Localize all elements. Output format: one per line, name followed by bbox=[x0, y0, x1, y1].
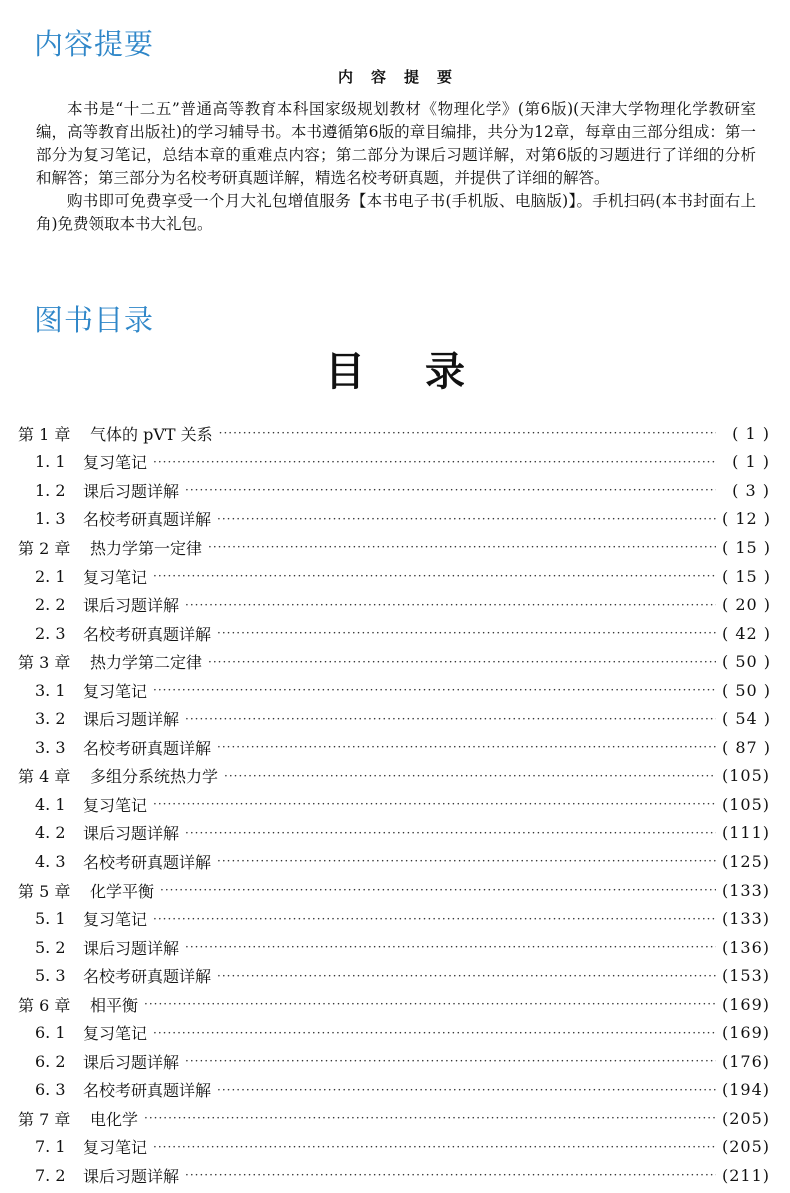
toc-entry-page: (133) bbox=[722, 880, 771, 900]
toc-entry-title: 名校考研真题详解 bbox=[83, 624, 212, 644]
toc-section-entry[interactable] bbox=[18, 1018, 770, 1047]
toc-entry-page: ( 87 ) bbox=[722, 737, 772, 757]
toc-section-entry[interactable] bbox=[18, 590, 770, 619]
toc-section-entry[interactable] bbox=[18, 1047, 770, 1076]
toc-chapter-entry[interactable] bbox=[18, 419, 770, 448]
toc-entry-page: ( 54 ) bbox=[722, 709, 772, 729]
toc-entry-number: 4. 3 bbox=[35, 851, 66, 871]
toc-dot-leader bbox=[185, 483, 716, 497]
toc-dot-leader bbox=[185, 826, 716, 840]
toc-dot-leader bbox=[153, 455, 716, 469]
toc-entry-number: 2. 2 bbox=[35, 595, 66, 615]
toc-entry-title: 复习笔记 bbox=[83, 910, 148, 930]
toc-dot-leader bbox=[153, 1140, 716, 1154]
toc-entry-number: 3. 1 bbox=[35, 680, 66, 700]
toc-entry-number: 第 4 章 bbox=[18, 767, 71, 787]
toc-entry-number: 7. 2 bbox=[35, 1165, 66, 1185]
toc-entry-page: ( 1 ) bbox=[732, 423, 770, 443]
toc-dot-leader bbox=[153, 1026, 716, 1040]
toc-entry-title: 课后习题详解 bbox=[83, 596, 180, 616]
toc-entry-title: 热力学第一定律 bbox=[90, 538, 203, 558]
toc-entry-page: (105) bbox=[722, 794, 771, 814]
toc-section-entry[interactable] bbox=[18, 1076, 770, 1105]
toc-dot-leader bbox=[185, 1168, 716, 1182]
toc-entry-page: ( 15 ) bbox=[722, 566, 772, 586]
toc-section-entry[interactable] bbox=[18, 505, 770, 534]
toc-section-entry[interactable] bbox=[18, 476, 770, 505]
toc-entry-title: 复习笔记 bbox=[83, 681, 148, 701]
toc-section-entry[interactable] bbox=[18, 1133, 770, 1162]
summary-section-heading: 内容提要 bbox=[34, 27, 155, 61]
toc-entry-title: 化学平衡 bbox=[90, 881, 155, 901]
toc-entry-title: 名校考研真题详解 bbox=[83, 738, 212, 758]
toc-entry-number: 2. 3 bbox=[35, 623, 66, 643]
toc-dot-leader bbox=[217, 854, 716, 868]
toc-dot-leader bbox=[217, 512, 716, 526]
toc-entry-number: 第 5 章 bbox=[18, 881, 71, 901]
toc-entry-page: (133) bbox=[722, 909, 771, 929]
toc-entry-title: 课后习题详解 bbox=[83, 1052, 180, 1072]
toc-chapter-entry[interactable] bbox=[18, 762, 770, 791]
table-of-contents bbox=[18, 419, 770, 1190]
toc-dot-leader bbox=[185, 598, 716, 612]
toc-dot-leader bbox=[153, 683, 716, 697]
toc-entry-page: (153) bbox=[722, 966, 771, 986]
toc-entry-page: (176) bbox=[722, 1051, 771, 1071]
toc-entry-page: (169) bbox=[722, 1023, 771, 1043]
toc-entry-title: 相平衡 bbox=[90, 995, 139, 1015]
toc-section-entry[interactable] bbox=[18, 448, 770, 477]
toc-entry-number: 第 6 章 bbox=[18, 995, 71, 1015]
toc-entry-title: 名校考研真题详解 bbox=[83, 510, 212, 530]
toc-entry-title: 课后习题详解 bbox=[83, 481, 180, 501]
toc-entry-number: 第 7 章 bbox=[18, 1109, 71, 1129]
toc-dot-leader bbox=[224, 769, 716, 783]
toc-entry-number: 第 2 章 bbox=[18, 538, 71, 558]
toc-entry-title: 复习笔记 bbox=[83, 1138, 148, 1158]
toc-entry-title: 气体的 pVT 关系 bbox=[90, 424, 213, 444]
toc-entry-page: ( 15 ) bbox=[722, 537, 772, 557]
toc-entry-page: ( 12 ) bbox=[722, 509, 772, 529]
toc-dot-leader bbox=[153, 797, 716, 811]
toc-entry-number: 5. 1 bbox=[35, 909, 66, 929]
toc-dot-leader bbox=[153, 569, 716, 583]
toc-entry-page: (211) bbox=[722, 1165, 771, 1185]
toc-chapter-entry[interactable] bbox=[18, 533, 770, 562]
toc-entry-page: (205) bbox=[722, 1137, 771, 1157]
toc-dot-leader bbox=[208, 540, 716, 554]
toc-entry-number: 1. 1 bbox=[35, 452, 66, 472]
toc-entry-title: 课后习题详解 bbox=[83, 824, 180, 844]
toc-entry-number: 5. 2 bbox=[35, 937, 66, 957]
toc-entry-number: 6. 2 bbox=[35, 1051, 66, 1071]
toc-entry-number: 1. 3 bbox=[35, 509, 66, 529]
toc-dot-leader bbox=[217, 969, 716, 983]
toc-chapter-entry[interactable] bbox=[18, 990, 770, 1019]
toc-dot-leader bbox=[185, 712, 716, 726]
toc-entry-title: 名校考研真题详解 bbox=[83, 1081, 212, 1101]
toc-entry-page: (111) bbox=[722, 823, 771, 843]
toc-entry-page: ( 42 ) bbox=[722, 623, 772, 643]
toc-section-entry[interactable] bbox=[18, 819, 770, 848]
toc-dot-leader bbox=[219, 426, 716, 440]
summary-paragraph: 本书是“十二五”普通高等教育本科国家级规划教材《物理化学》(第6版)(天津大学物理化学教研室编，高等教育出版社)的学习辅导书。本书遵循第6版的章目编排，共分为12章，每章由三部分组成：第一部分为复习笔记，总结本章的重难点内容；第二部分为课后习题详解，对第6版的习题进行了详细的分析和解答；第三部分为名校考研真题详解，精选名校考研真题，并提供了详细的解答。 bbox=[36, 100, 756, 187]
toc-section-heading: 图书目录 bbox=[34, 303, 155, 337]
toc-entry-page: ( 50 ) bbox=[722, 652, 772, 672]
toc-dot-leader bbox=[217, 740, 716, 754]
toc-dot-leader bbox=[160, 883, 716, 897]
toc-dot-leader bbox=[144, 1111, 716, 1125]
toc-entry-page: ( 20 ) bbox=[722, 595, 772, 615]
toc-section-entry[interactable] bbox=[18, 904, 770, 933]
toc-section-entry[interactable] bbox=[18, 847, 770, 876]
toc-entry-number: 4. 1 bbox=[35, 794, 66, 814]
toc-section-entry[interactable] bbox=[18, 961, 770, 990]
toc-entry-title: 多组分系统热力学 bbox=[90, 767, 219, 787]
toc-section-entry[interactable] bbox=[18, 1161, 770, 1190]
toc-entry-page: (169) bbox=[722, 994, 771, 1014]
summary-title: 内容提要 bbox=[337, 68, 470, 86]
toc-entry-number: 6. 1 bbox=[35, 1023, 66, 1043]
summary-paragraph: 购书即可免费享受一个月大礼包增值服务【本书电子书(手机版、电脑版)】。手机扫码(本书封面右上角)免费领取本书大礼包。 bbox=[36, 192, 756, 233]
toc-entry-title: 复习笔记 bbox=[83, 453, 148, 473]
toc-title: 目录 bbox=[325, 348, 525, 395]
toc-entry-number: 6. 3 bbox=[35, 1080, 66, 1100]
summary-body bbox=[36, 98, 756, 236]
toc-entry-title: 课后习题详解 bbox=[83, 1166, 180, 1186]
toc-section-entry[interactable] bbox=[18, 676, 770, 705]
toc-entry-number: 4. 2 bbox=[35, 823, 66, 843]
toc-entry-number: 2. 1 bbox=[35, 566, 66, 586]
toc-chapter-entry[interactable] bbox=[18, 647, 770, 676]
toc-entry-page: (105) bbox=[722, 766, 771, 786]
toc-section-entry[interactable] bbox=[18, 704, 770, 733]
toc-entry-page: (136) bbox=[722, 937, 771, 957]
toc-dot-leader bbox=[217, 1083, 716, 1097]
toc-dot-leader bbox=[153, 912, 716, 926]
toc-dot-leader bbox=[185, 940, 716, 954]
toc-dot-leader bbox=[144, 997, 716, 1011]
toc-section-entry[interactable] bbox=[18, 933, 770, 962]
toc-chapter-entry[interactable] bbox=[18, 876, 770, 905]
toc-entry-page: ( 1 ) bbox=[732, 452, 770, 472]
toc-entry-number: 1. 2 bbox=[35, 480, 66, 500]
toc-entry-title: 名校考研真题详解 bbox=[83, 852, 212, 872]
toc-entry-page: (125) bbox=[722, 851, 771, 871]
toc-entry-title: 课后习题详解 bbox=[83, 710, 180, 730]
toc-entry-title: 电化学 bbox=[90, 1109, 139, 1129]
toc-entry-number: 3. 2 bbox=[35, 709, 66, 729]
toc-entry-title: 复习笔记 bbox=[83, 795, 148, 815]
toc-entry-page: (194) bbox=[722, 1080, 771, 1100]
toc-section-entry[interactable] bbox=[18, 733, 770, 762]
toc-entry-number: 第 3 章 bbox=[18, 653, 71, 673]
toc-entry-page: (205) bbox=[722, 1108, 771, 1128]
toc-dot-leader bbox=[185, 1054, 716, 1068]
toc-section-entry[interactable] bbox=[18, 619, 770, 648]
toc-entry-title: 复习笔记 bbox=[83, 1024, 148, 1044]
toc-entry-title: 复习笔记 bbox=[83, 567, 148, 587]
toc-entry-number: 第 1 章 bbox=[18, 424, 71, 444]
toc-entry-number: 5. 3 bbox=[35, 966, 66, 986]
toc-section-entry[interactable] bbox=[18, 790, 770, 819]
toc-entry-title: 热力学第二定律 bbox=[90, 653, 203, 673]
toc-entry-number: 7. 1 bbox=[35, 1137, 66, 1157]
toc-section-entry[interactable] bbox=[18, 562, 770, 591]
toc-dot-leader bbox=[217, 626, 716, 640]
toc-entry-page: ( 50 ) bbox=[722, 680, 772, 700]
toc-entry-title: 名校考研真题详解 bbox=[83, 967, 212, 987]
toc-entry-page: ( 3 ) bbox=[732, 480, 770, 500]
toc-entry-number: 3. 3 bbox=[35, 737, 66, 757]
toc-chapter-entry[interactable] bbox=[18, 1104, 770, 1133]
toc-dot-leader bbox=[208, 655, 716, 669]
toc-entry-title: 课后习题详解 bbox=[83, 938, 180, 958]
